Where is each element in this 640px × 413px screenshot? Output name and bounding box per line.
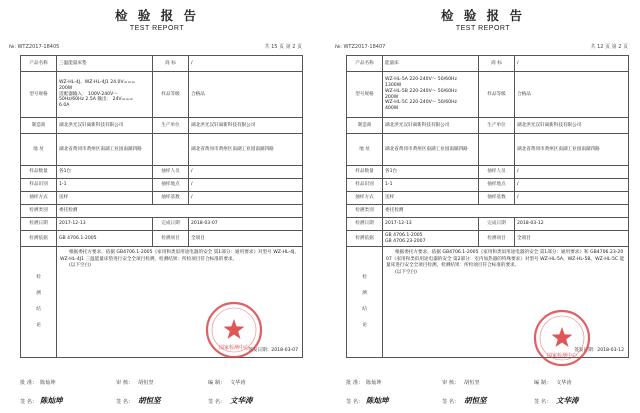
preparer-name: 文华涛 bbox=[230, 380, 246, 386]
table-row bbox=[21, 166, 303, 179]
test-type-value: 委托检测 bbox=[383, 205, 629, 218]
quantity-label: 样品数量 bbox=[21, 166, 57, 179]
items-label: 检测项目 bbox=[153, 231, 189, 247]
grade-value: 合格品 bbox=[515, 72, 629, 118]
approver-label: 批 准： bbox=[346, 380, 364, 386]
preparer-label: 编 制： bbox=[534, 380, 552, 386]
report-subtitle: TEST REPORT bbox=[129, 25, 185, 32]
table-row bbox=[347, 56, 629, 72]
production-unit-value: 湖北洪光汉轩离新科技有限公司 bbox=[515, 118, 629, 134]
model-label: 型号规格 bbox=[21, 72, 57, 118]
signature-label: 签 名： bbox=[20, 399, 38, 405]
basis-value: GB 4706.1-2005 bbox=[57, 231, 153, 247]
reviewer-name: 胡恒坚 bbox=[464, 380, 480, 386]
test-date-label: 检测日期 bbox=[347, 218, 383, 231]
reviewer-label: 审 核： bbox=[116, 380, 134, 386]
table-row bbox=[21, 179, 303, 192]
model-label: 型号规格 bbox=[347, 72, 383, 118]
items-value: 全项目 bbox=[189, 231, 303, 247]
items-value: 全项目 bbox=[515, 231, 629, 247]
product-name-label: 产品名称 bbox=[347, 56, 383, 72]
table-row bbox=[21, 192, 303, 205]
approver-name: 陈灿坤 bbox=[366, 380, 382, 386]
basis-label: 检测依据 bbox=[347, 231, 383, 247]
basis-value: GB 4706.1-2005 GB 4706.23-2007 bbox=[383, 231, 479, 247]
sampling-base-value: / bbox=[515, 192, 629, 205]
table-row bbox=[347, 72, 629, 118]
table-row bbox=[347, 166, 629, 179]
grade-value: 合格品 bbox=[189, 72, 303, 118]
approver-label: 批 准： bbox=[20, 380, 38, 386]
address-value-2: 湖北省黄冈市黄州区南湖工业园南湖四路 bbox=[515, 134, 629, 166]
table-row bbox=[347, 134, 629, 166]
sampling-place-label: 抽样地点 bbox=[479, 179, 515, 192]
seal-text: 国家检测中心 bbox=[218, 345, 250, 351]
quantity-value: 各1台 bbox=[383, 166, 479, 179]
table-row bbox=[21, 231, 303, 247]
production-unit-label: 生产单位 bbox=[153, 118, 189, 134]
basis-label: 检测依据 bbox=[21, 231, 57, 247]
manufacturer-value: 湖北洪光汉轩离新科技有限公司 bbox=[383, 118, 479, 134]
sampler-label: 抽样人员 bbox=[153, 166, 189, 179]
sampler-value: / bbox=[515, 166, 629, 179]
reviewer-signature: 胡恒坚 bbox=[464, 396, 487, 405]
sign-date: 签发日期：2018-03-07 bbox=[248, 348, 298, 354]
preparer-name: 文华涛 bbox=[556, 380, 572, 386]
signature-label: 签 名： bbox=[534, 399, 552, 405]
address-label: 地 址 bbox=[347, 134, 383, 166]
sample-id-label: 样品识别 bbox=[21, 179, 57, 192]
reviewer-name: 胡恒坚 bbox=[138, 380, 154, 386]
blank-note: (以下空白) bbox=[395, 269, 417, 275]
product-name-value: 三温能量床垫 bbox=[57, 56, 153, 72]
report-number: №: WTZ2017-18407 bbox=[335, 44, 386, 50]
manufacturer-label: 制造商 bbox=[347, 118, 383, 134]
model-value: WZ-HL-4J、WZ-HL-4J1 24.0V=== 200W 适配器输入： 100V-240V～ 50Hz/60Hz 2.5A 输出： 24V=== 6.0A bbox=[57, 72, 153, 118]
page-info: 共 12 页 第 2 页 bbox=[590, 44, 628, 50]
conclusion-label: 检 测 结 论 bbox=[21, 247, 57, 358]
trademark-label: 商 标 bbox=[153, 56, 189, 72]
product-name-label: 产品名称 bbox=[21, 56, 57, 72]
sampling-method-label: 抽样方式 bbox=[21, 192, 57, 205]
sampling-place-value: / bbox=[515, 179, 629, 192]
table-row bbox=[21, 218, 303, 231]
production-unit-value: 湖北洪光汉轩离新科技有限公司 bbox=[189, 118, 303, 134]
trademark-value: / bbox=[515, 56, 629, 72]
table-row bbox=[347, 118, 629, 134]
sampling-base-label: 抽样基数 bbox=[479, 192, 515, 205]
sampler-label: 抽样人员 bbox=[479, 166, 515, 179]
seal-star bbox=[552, 327, 573, 347]
items-label: 检测项目 bbox=[479, 231, 515, 247]
sampling-place-label: 抽样地点 bbox=[153, 179, 189, 192]
production-unit-label: 生产单位 bbox=[479, 118, 515, 134]
approver-name: 陈灿坤 bbox=[40, 380, 56, 386]
table-row bbox=[347, 179, 629, 192]
sample-id-value: 1-1 bbox=[57, 179, 153, 192]
report-subtitle: TEST REPORT bbox=[455, 25, 511, 32]
test-date-value: 2017-12-13 bbox=[383, 218, 479, 231]
address-label: 地 址 bbox=[21, 134, 57, 166]
report-page-right bbox=[326, 0, 640, 413]
preparer-label: 编 制： bbox=[208, 380, 226, 386]
approver-signature: 陈灿坤 bbox=[40, 396, 63, 405]
address-label-spacer bbox=[479, 134, 515, 166]
manufacturer-value: 湖北洪光汉轩离新科技有限公司 bbox=[57, 118, 153, 134]
signature-label: 签 名： bbox=[208, 399, 226, 405]
test-date-value: 2017-12-13 bbox=[57, 218, 153, 231]
table-row bbox=[21, 72, 303, 118]
table-row bbox=[21, 56, 303, 72]
report-number: №: WTZ2017-18405 bbox=[9, 44, 60, 50]
trademark-value: / bbox=[189, 56, 303, 72]
conclusion-cell bbox=[57, 247, 303, 358]
signature-label: 签 名： bbox=[116, 399, 134, 405]
blank-note: (以下空白) bbox=[69, 263, 91, 268]
sampling-base-label: 抽样基数 bbox=[153, 192, 189, 205]
quantity-value: 各1台 bbox=[57, 166, 153, 179]
test-type-label: 检测类别 bbox=[21, 205, 57, 218]
sample-id-value: 1-1 bbox=[383, 179, 479, 192]
table-row bbox=[21, 205, 303, 218]
seal-text: 国家检测中心 bbox=[546, 353, 578, 359]
finish-date-value: 2018-03-12 bbox=[515, 218, 629, 231]
table-row bbox=[347, 231, 629, 247]
report-title: 检 验 报 告 bbox=[114, 8, 200, 23]
table-row bbox=[21, 134, 303, 166]
trademark-label: 商 标 bbox=[479, 56, 515, 72]
finish-date-label: 完成日期 bbox=[153, 218, 189, 231]
table-row bbox=[347, 205, 629, 218]
approver-signature: 陈灿坤 bbox=[366, 396, 389, 405]
sampling-method-value: 送样 bbox=[383, 192, 479, 205]
manufacturer-label: 制造商 bbox=[21, 118, 57, 134]
reviewer-signature: 胡恒坚 bbox=[138, 396, 161, 405]
sampling-method-label: 抽样方式 bbox=[347, 192, 383, 205]
seal-star bbox=[224, 319, 245, 339]
table-row bbox=[347, 192, 629, 205]
grade-label: 样品等级 bbox=[479, 72, 515, 118]
table-row bbox=[21, 118, 303, 134]
report-page-left bbox=[0, 0, 314, 413]
quantity-label: 样品数量 bbox=[347, 166, 383, 179]
reviewer-label: 审 核： bbox=[442, 380, 460, 386]
sampling-base-value: / bbox=[189, 192, 303, 205]
sampler-value: / bbox=[189, 166, 303, 179]
sampling-place-value: / bbox=[189, 179, 303, 192]
sampling-method-value: 送样 bbox=[57, 192, 153, 205]
signature-label: 签 名： bbox=[442, 399, 460, 405]
page-info: 共 15 页 第 2 页 bbox=[264, 44, 302, 50]
address-value: 湖北省黄冈市黄州区南湖工业园南湖四路 bbox=[57, 134, 153, 166]
table-row bbox=[347, 218, 629, 231]
test-type-label: 检测类别 bbox=[347, 205, 383, 218]
address-value-2: 湖北省黄冈市黄州区南湖工业园南湖四路 bbox=[189, 134, 303, 166]
signature-label: 签 名： bbox=[346, 399, 364, 405]
conclusion-text: 根据委托方要求，依据 GB4706.1-2005《家用和类似用途电器的安全 第1部分：通用要求》和 GB4706.23-2007《家用和类似用途电器的安全 第2部分：室内加热器的特殊要求》对型号 WZ-HL-5A、WZ-HL-5B、WZ-HL-5C 能量床进行安全全项目检测，检测结果：所检项目符合标准的要求。 bbox=[386, 250, 625, 268]
address-value: 湖北省黄冈市黄州区南湖工业园南湖四路 bbox=[383, 134, 479, 166]
official-seal bbox=[532, 308, 592, 368]
preparer-signature: 文华涛 bbox=[230, 396, 253, 405]
finish-date-label: 完成日期 bbox=[479, 218, 515, 231]
test-type-value: 委托检测 bbox=[57, 205, 303, 218]
model-value: WZ-HL-5A 220-240V～ 50/60Hz 1300W WZ-HL-5B 220-240V～ 50/60Hz 200W WZ-HL-5C 220-240V～ 50/60Hz 400W bbox=[383, 72, 479, 118]
official-seal bbox=[204, 300, 264, 360]
preparer-signature: 文华涛 bbox=[556, 396, 579, 405]
sign-date: 签发日期：2018-03-12 bbox=[574, 348, 624, 354]
conclusion-label: 检 测 结 论 bbox=[347, 247, 383, 358]
finish-date-value: 2018-03-07 bbox=[189, 218, 303, 231]
sample-id-label: 样品识别 bbox=[347, 179, 383, 192]
conclusion-text: 根据委托方要求，依据 GB4706.1-2005《家用和类似用途电器的安全 第1部分：通用要求》对型号 WZ-HL-4J、WZ-HL-4J1 三温能量床垫进行安全全项目检测，检测结果：所检项目符合标准的要求。 bbox=[60, 250, 299, 262]
address-label-spacer bbox=[153, 134, 189, 166]
test-date-label: 检测日期 bbox=[21, 218, 57, 231]
report-title: 检 验 报 告 bbox=[440, 8, 526, 23]
grade-label: 样品等级 bbox=[153, 72, 189, 118]
product-name-value: 能量床 bbox=[383, 56, 479, 72]
